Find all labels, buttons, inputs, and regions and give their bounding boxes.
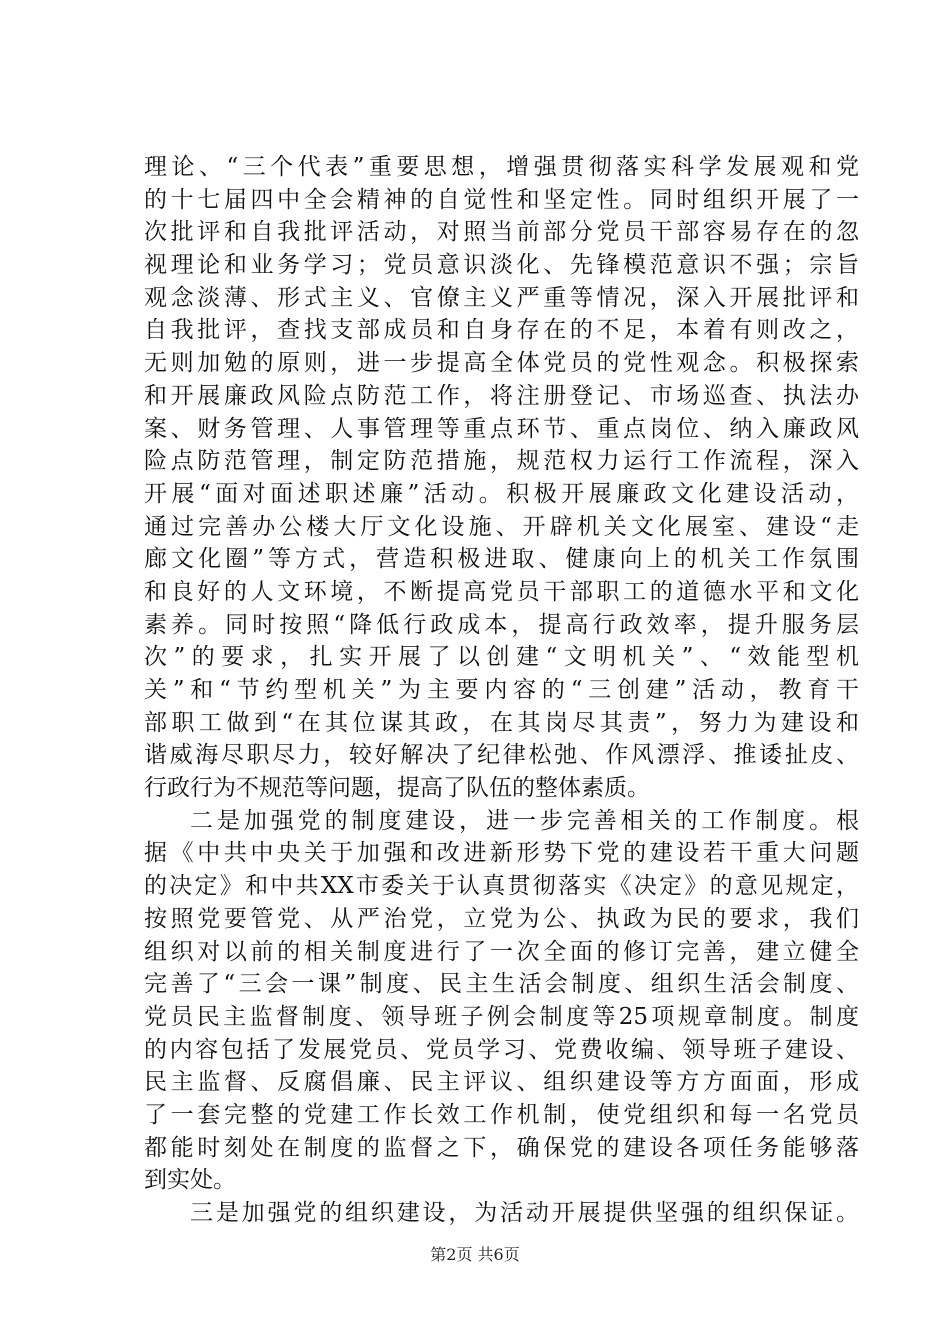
text-line: 民主监督、反腐倡廉、民主评议、组织建设等方方面面，形成 (144, 1069, 859, 1096)
text-line: 党员民主监督制度、领导班子例会制度等25项规章制度。制度 (144, 1003, 859, 1030)
text-line: 部职工做到“在其位谋其政，在其岗尽其责”，努力为建设和 (144, 709, 859, 736)
text-line: 据《中共中央关于加强和改进新形势下党的建设若干重大问题 (144, 840, 859, 867)
text-line: 的决定》和中共XX市委关于认真贯彻落实《决定》的意见规定， (144, 873, 859, 900)
text-line: 廊文化圈”等方式，营造积极进取、健康向上的机关工作氛围 (144, 546, 859, 573)
text-line: 观念淡薄、形式主义、官僚主义严重等情况，深入开展批评和 (144, 284, 859, 311)
text-line: 次”的要求，扎实开展了以创建“文明机关”、“效能型机 (144, 644, 859, 671)
text-line: 到实处。 (144, 1167, 236, 1194)
text-line: 按照党要管党、从严治党，立党为公、执政为民的要求，我们 (144, 905, 859, 932)
text-line: 案、财务管理、人事管理等重点环节、重点岗位、纳入廉政风 (144, 415, 859, 442)
text-line: 理论、“三个代表”重要思想，增强贯彻落实科学发展观和党 (144, 154, 859, 180)
document-body (144, 151, 859, 1230)
text-line: 自我批评，查找支部成员和自身存在的不足，本着有则改之， (144, 317, 859, 344)
text-line: 完善了“三会一课”制度、民主生活会制度、组织生活会制度、 (144, 971, 859, 998)
text-line: 组织对以前的相关制度进行了一次全面的修订完善，建立健全 (144, 938, 859, 965)
text-line: 开展“面对面述职述廉”活动。积极开展廉政文化建设活动， (144, 480, 859, 507)
paragraph-start-line: 三是加强党的组织建设，为活动开展提供坚强的组织保证。 (190, 1200, 859, 1226)
text-line: 通过完善办公楼大厅文化设施、开辟机关文化展室、建设“走 (144, 513, 859, 540)
text-line: 险点防范管理，制定防范措施，规范权力运行工作流程，深入 (144, 448, 859, 475)
text-line: 行政行为不规范等问题，提高了队伍的整体素质。 (144, 775, 650, 802)
text-line: 谐威海尽职尽力，较好解决了纪律松弛、作风漂浮、推诿扯皮、 (144, 742, 859, 769)
text-line: 关”和“节约型机关”为主要内容的“三创建”活动，教育干 (144, 677, 859, 703)
text-line: 视理论和业务学习；党员意识淡化、先锋模范意识不强；宗旨 (144, 252, 859, 279)
paragraph-start-line: 二是加强党的制度建设，进一步完善相关的工作制度。根 (190, 807, 859, 834)
text-line: 了一套完整的党建工作长效工作机制，使党组织和每一名党员 (144, 1101, 859, 1128)
text-line: 的十七届四中全会精神的自觉性和坚定性。同时组织开展了一 (144, 186, 859, 213)
text-line: 的内容包括了发展党员、党员学习、党费收编、领导班子建设、 (144, 1036, 859, 1063)
text-line: 都能时刻处在制度的监督之下，确保党的建设各项任务能够落 (144, 1134, 859, 1161)
page-footer: 第2页 共6页 (430, 1245, 520, 1264)
text-line: 和良好的人文环境，不断提高党员干部职工的道德水平和文化 (144, 578, 859, 605)
text-line: 次批评和自我批评活动，对照当前部分党员干部容易存在的忽 (144, 219, 859, 246)
text-line: 无则加勉的原则，进一步提高全体党员的党性观念。积极探索 (144, 350, 859, 377)
text-line: 素养。同时按照“降低行政成本，提高行政效率，提升服务层 (144, 611, 859, 638)
text-line: 和开展廉政风险点防范工作，将注册登记、市场巡查、执法办 (144, 382, 859, 409)
